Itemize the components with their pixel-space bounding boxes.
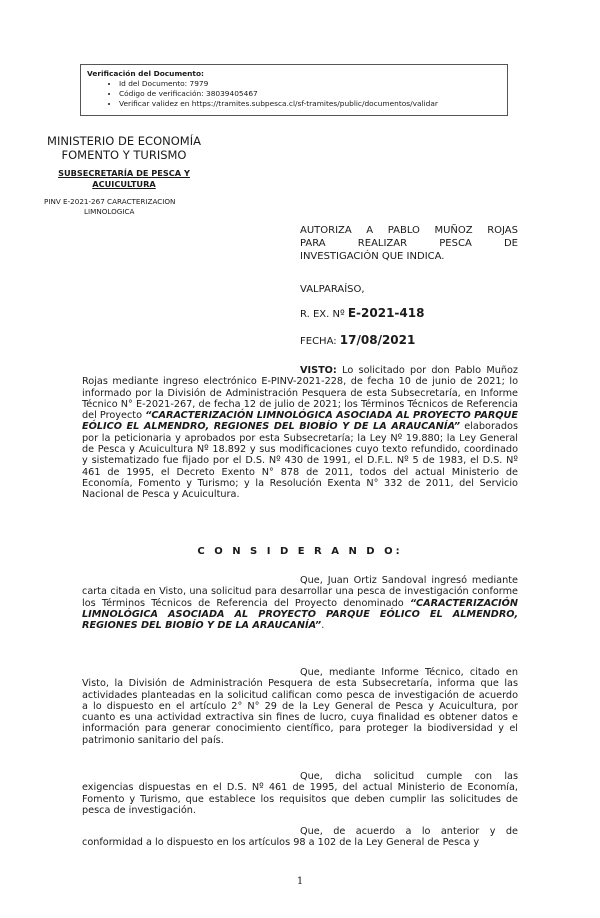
- subsecretariat-line-2: ACUICULTURA: [92, 179, 156, 189]
- resolution-prefix: R. EX. Nº: [300, 309, 345, 320]
- ministry-line-2: FOMENTO Y TURISMO: [61, 148, 187, 162]
- visto-project-name: “CARACTERIZACIÓN LIMNOLÓGICA ASOCIADA AL PROYECTO PARQUE EÓLICO EL ALMENDRO, REGIONES DEL BIOBÍO Y DE LA ARAUCANÍA”: [82, 410, 518, 433]
- visto-paragraph: [82, 365, 518, 501]
- verification-url[interactable]: • Verificar validez en https://tramites.subpesca.cl/sf-tramites/public/documentos/validar: [119, 99, 501, 109]
- date: [300, 333, 415, 347]
- verification-box: [80, 64, 508, 116]
- ministry-name: [40, 134, 208, 162]
- verification-title: Verificación del Documento:: [87, 69, 204, 78]
- considerando-paragraph-2: [82, 667, 518, 746]
- ministry-line-1: MINISTERIO DE ECONOMÍA: [47, 134, 201, 148]
- verification-code: • Código de verificación: 38039405467: [119, 89, 501, 99]
- date-value: 17/08/2021: [339, 333, 416, 347]
- visto-text-1: Lo solicitado por don Pablo Muñoz Rojas mediante ingreso electrónico E-PINV-2021-228, de fecha 10 de junio de 2021; lo informado por la División de Administración Pesquera de esta Subsecretaría, en Informe Técnico N° E-2021-267, de fecha 12 de julio de 2021; los Términos Técnicos de Referencia del Proyecto: [82, 365, 518, 422]
- reference-code: [44, 197, 224, 216]
- considerando-1-project: “CARACTERIZACIÓN LIMNOLÓGICA ASOCIADA AL PROYECTO PARQUE EÓLICO EL ALMENDRO, REGIONES DEL BIOBÍO Y DE LA ARAUCANÍA”: [82, 597, 518, 632]
- visto-label: VISTO:: [300, 365, 337, 376]
- subsecretariat-name: [40, 168, 208, 190]
- considerando-4-text: Que, de acuerdo a lo anterior y de conformidad a lo dispuesto en los artículos 98 a 102 de la Ley General de Pesca y: [82, 826, 518, 849]
- verification-id: • Id del Documento: 7979: [119, 79, 501, 89]
- page-number: 1: [296, 876, 304, 887]
- considerando-paragraph-1: [82, 575, 518, 631]
- date-label: FECHA:: [300, 336, 337, 347]
- place: VALPARAÍSO,: [300, 284, 365, 295]
- subject-line-1: AUTORIZA A PABLO MUÑOZ ROJAS: [300, 225, 518, 236]
- subsecretariat-line-1: SUBSECRETARÍA DE PESCA Y: [58, 168, 190, 178]
- verification-list: [87, 79, 501, 109]
- reference-line-1: PINV E-2021-267 CARACTERIZACION: [44, 197, 176, 206]
- subject-block: [300, 224, 518, 263]
- visto-text-2: elaborados por la peticionaria y aprobados por esta Subsecretaría; la Ley Nº 19.880; la Ley General de Pesca y Acuicultura Nº 18.892 y sus modificaciones cuyo texto refundido, coordinado y sistematizado fue fijado por el D.S. Nº 430 de 1991, el D.F.L. Nº 5 de 1983, el D.S. Nº 461 de 1995, el Decreto Exento N° 878 de 2011, todos del actual Ministerio de Economía, Fomento y Turismo; y la Resolución Exenta N° 332 de 2011, del Servicio Nacional de Pesca y Acuicultura.: [82, 421, 518, 501]
- reference-line-2: LIMNOLOGICA: [84, 206, 135, 216]
- subject-line-2: PARA REALIZAR PESCA DE: [300, 238, 518, 249]
- resolution-number: [300, 306, 424, 320]
- considerando-2-text: Que, mediante Informe Técnico, citado en Visto, la División de Administración Pesquera de esta Subsecretaría, informa que las actividades planteadas en la solicitud califican como pesca de investigación de acuerdo a lo dispuesto en el artículo 2° N° 29 de la Ley General de Pesca y Acuicultura, por cuanto es una actividad extractiva sin fines de lucro, cuya finalidad es obtener datos e información para generar conocimiento científico, para proteger la biodiversidad y el patrimonio sanitario del país.: [82, 667, 518, 746]
- considerando-paragraph-4: [82, 826, 518, 849]
- resolution-value: E-2021-418: [347, 306, 425, 320]
- considerando-1-text: Que, Juan Ortiz Sandoval ingresó mediante carta citada en Visto, una solicitud para desarrollar una pesca de investigación conforme los Términos Técnicos de Referencia del Proyecto denominado: [82, 575, 518, 609]
- considerando-3-text: Que, dicha solicitud cumple con las exigencias dispuestas en el D.S. Nº 461 de 1995, del actual Ministerio de Economía, Fomento y Turismo, que establece los requisitos que deben cumplir las solicitudes de pesca de investigación.: [82, 771, 518, 816]
- considerando-heading: C O N S I D E R A N D O:: [197, 546, 403, 557]
- subject-line-3: INVESTIGACIÓN QUE INDICA.: [300, 251, 445, 262]
- considerando-paragraph-3: [82, 771, 518, 816]
- considerando-1-end: .: [321, 620, 325, 632]
